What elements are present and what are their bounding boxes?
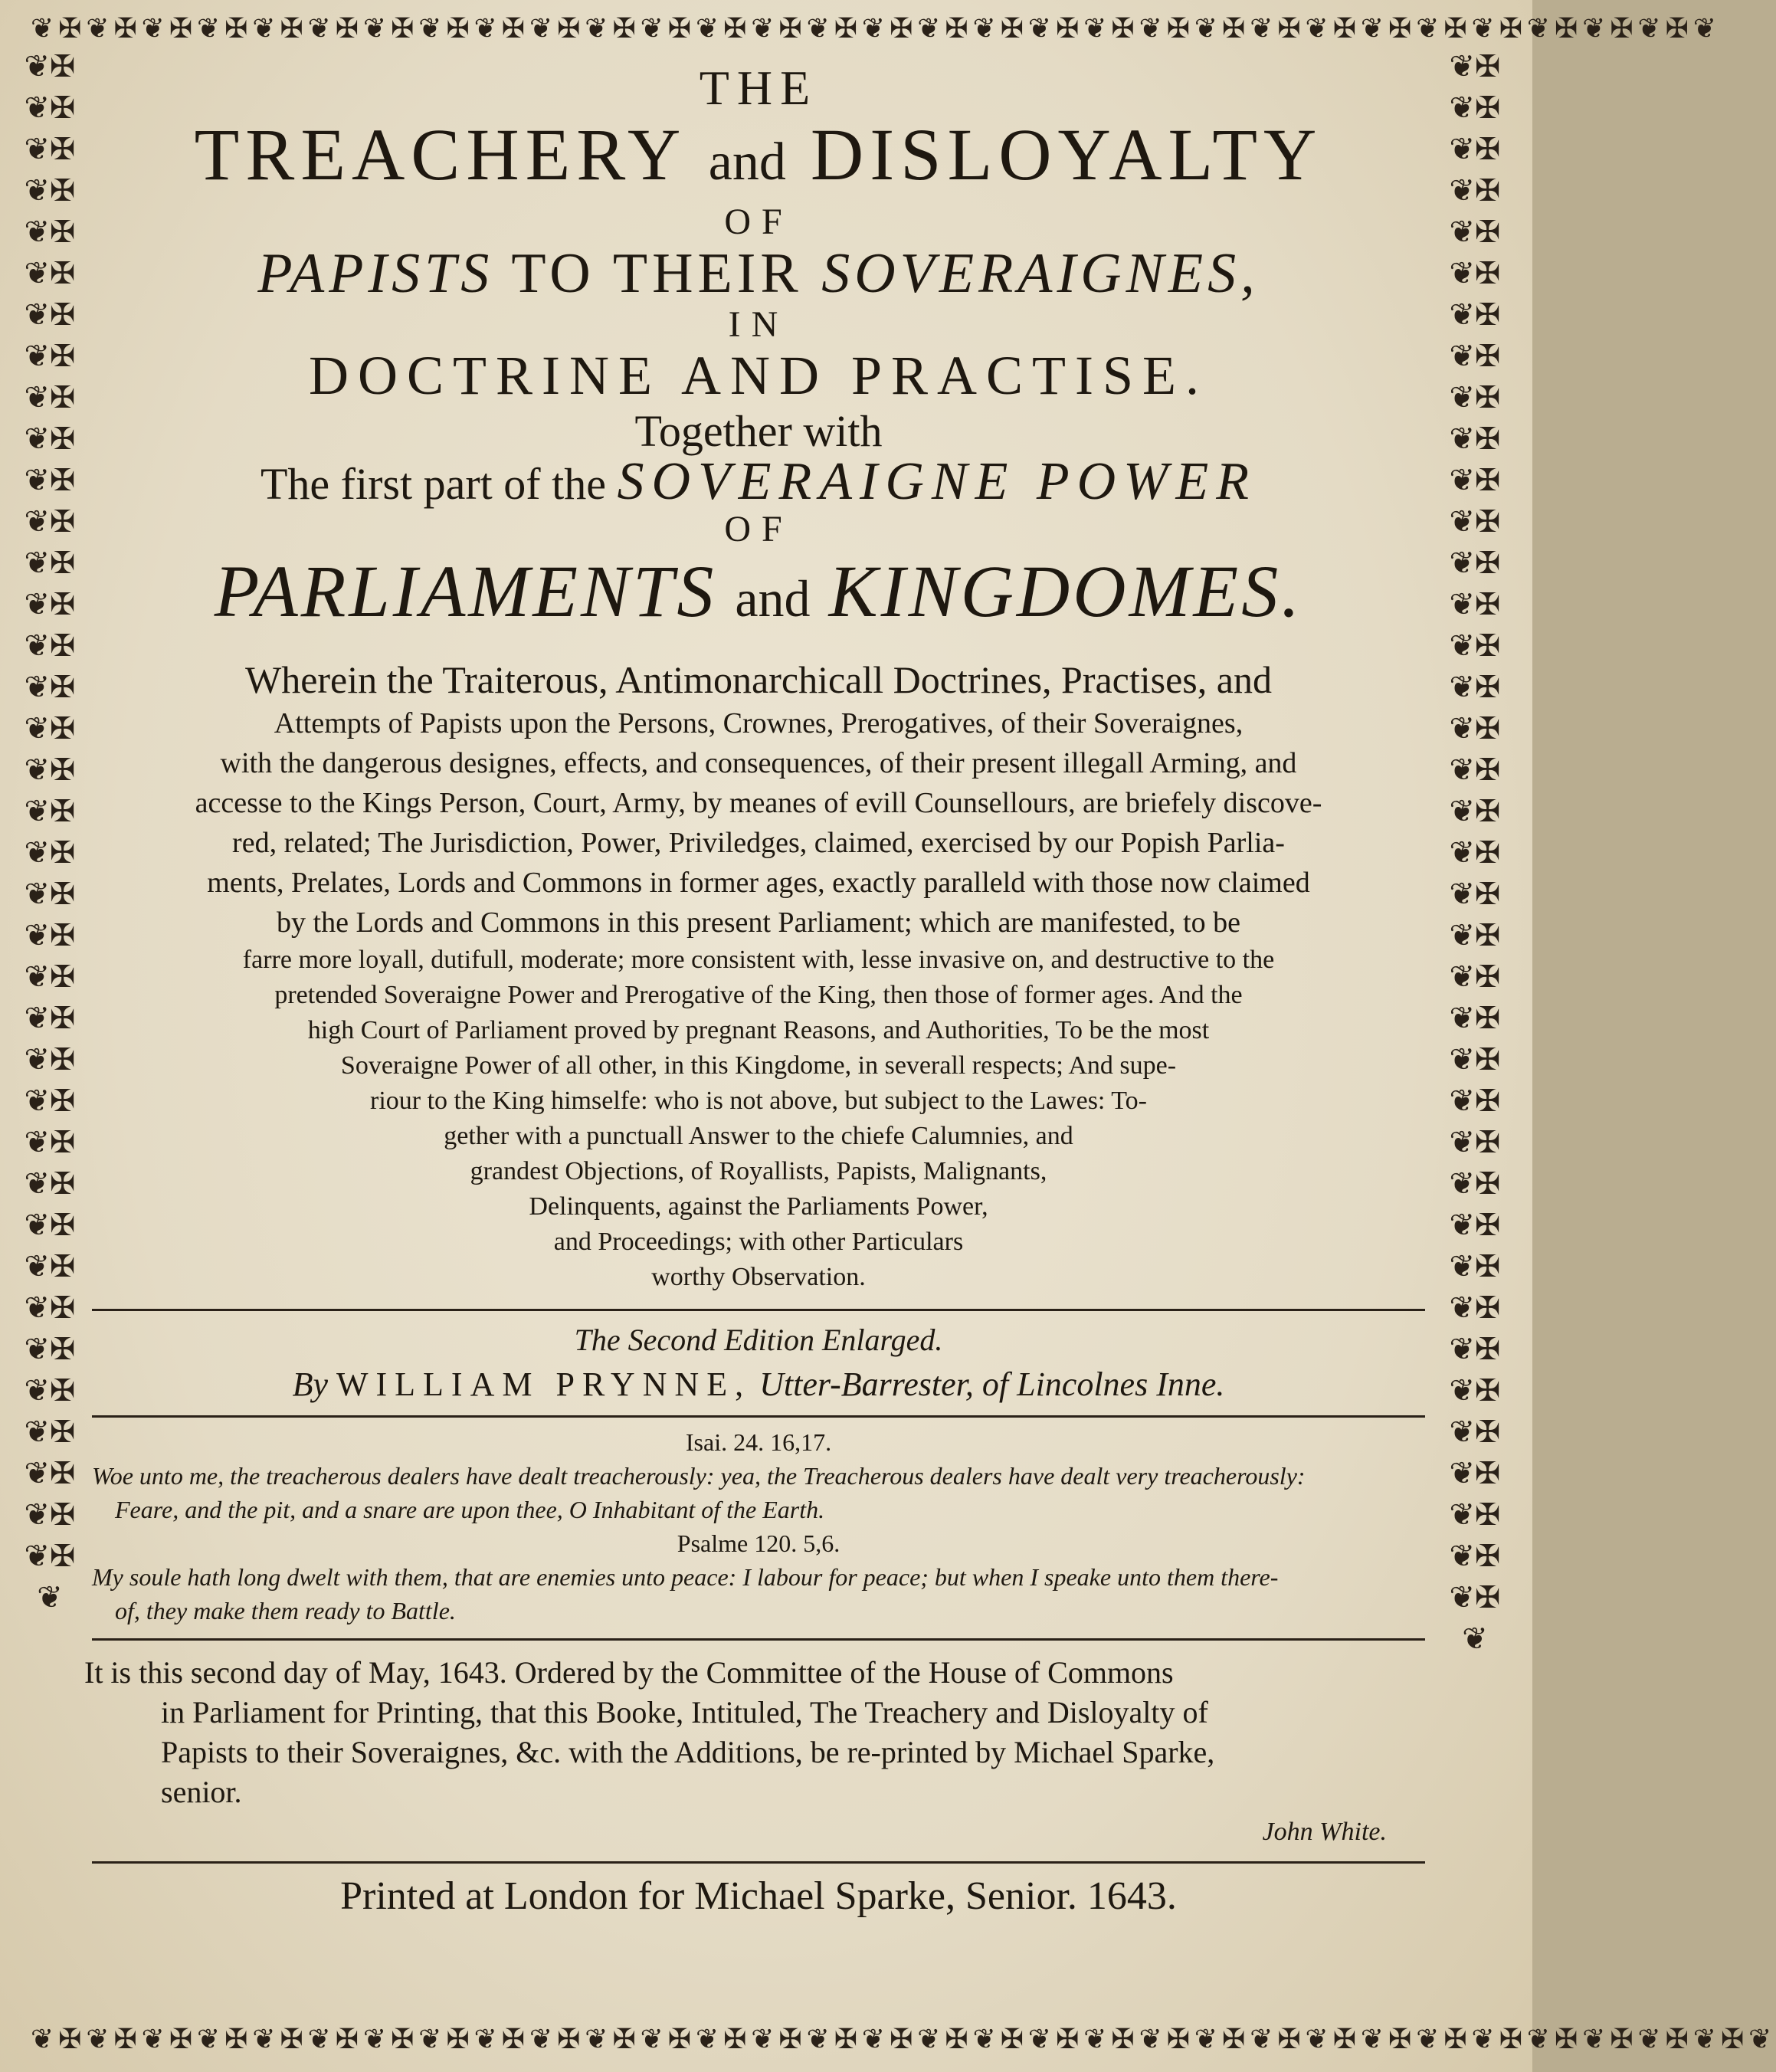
title-word-and-2: and <box>735 569 811 628</box>
scripture-quote: Woe unto me, the treacherous dealers have dealt treacherously: yea, the Treacherous dealers have dealt very treacherously: <box>92 1462 1306 1490</box>
ornamental-border-left: ❦✠❦✠❦✠❦✠❦✠❦✠❦✠❦✠❦✠❦✠❦✠❦✠❦✠❦✠❦✠❦✠❦✠❦✠❦✠❦✠❦✠❦✠❦✠❦✠❦✠❦✠❦✠❦✠❦✠❦✠❦✠❦✠❦✠❦✠❦✠❦✠❦✠❦ <box>24 49 76 1615</box>
order-block <box>84 1653 1433 1852</box>
ornamental-border-top: ❦✠❦✠❦✠❦✠❦✠❦✠❦✠❦✠❦✠❦✠❦✠❦✠❦✠❦✠❦✠❦✠❦✠❦✠❦✠❦✠❦✠❦✠❦✠❦✠❦✠❦✠❦✠❦✠❦✠❦✠❦ <box>31 13 1722 44</box>
title-line-of-2: OF <box>724 509 793 549</box>
scripture-quote: My soule hath long dwelt with them, that are enemies unto peace: I labour for peace; but when I speake unto them there- <box>92 1563 1279 1591</box>
description-line: high Court of Parliament proved by pregnant Reasons, and Authorities, To be the most <box>307 1016 1210 1044</box>
scripture-reference: Isai. 24. 16,17. <box>685 1428 832 1456</box>
order-line: senior. <box>161 1775 242 1809</box>
title-word-kingdomes: KINGDOMES. <box>828 550 1303 632</box>
description-line: pretended Soveraigne Power and Prerogative of the King, then those of former ages. And the <box>274 981 1243 1009</box>
order-line: Papists to their Soveraignes, &c. with the Additions, be re-printed by Michael Sparke, <box>161 1735 1215 1769</box>
description-line: Wherein the Traiterous, Antimonarchicall Doctrines, Practises, and <box>245 658 1272 701</box>
ornamental-border-right: ❦✠❦✠❦✠❦✠❦✠❦✠❦✠❦✠❦✠❦✠❦✠❦✠❦✠❦✠❦✠❦✠❦✠❦✠❦✠❦✠❦✠❦✠❦✠❦✠❦✠❦✠❦✠❦✠❦✠❦✠❦✠❦✠❦✠❦✠❦✠❦✠❦✠❦✠❦ <box>1449 49 1501 1657</box>
description-line: red, related; The Jurisdiction, Power, Priviledges, claimed, exercised by our Popish Parlia- <box>232 827 1285 859</box>
divider-rule <box>92 1309 1425 1311</box>
title-line-treachery <box>84 115 1433 202</box>
author-by: By <box>292 1365 328 1403</box>
divider-rule <box>92 1415 1425 1418</box>
description-block <box>84 656 1433 1295</box>
description-line: Soveraigne Power of all other, in this Kingdome, in severall respects; And supe- <box>340 1051 1177 1080</box>
scripture-quote: of, they make them ready to Battle. <box>115 1597 456 1624</box>
description-line: worthy Observation. <box>651 1263 866 1291</box>
title-word-disloyalty: DISLOYALTY <box>810 113 1323 195</box>
title-line-papists <box>84 242 1433 305</box>
author-name: WILLIAM PRYNNE, <box>336 1365 752 1403</box>
title-line-of: OF <box>724 202 793 242</box>
edition-note: The Second Edition Enlarged. <box>574 1323 943 1357</box>
title-line-doctrine: DOCTRINE AND PRACTISE. <box>308 345 1209 406</box>
order-line: It is this second day of May, 1643. Ordered by the Committee of the House of Commons <box>84 1655 1174 1690</box>
scripture-quote: Feare, and the pit, and a snare are upon thee, O Inhabitant of the Earth. <box>115 1496 825 1523</box>
title-line-the: THE <box>699 61 818 115</box>
description-line: and Proceedings; with other Particulars <box>553 1228 964 1256</box>
title-word-to-their: TO THEIR <box>511 242 803 305</box>
author-title: Utter-Barrester, of Lincolnes Inne. <box>759 1365 1225 1403</box>
title-line-first-part <box>84 452 1433 511</box>
imprint: Printed at London for Michael Sparke, Senior. 1643. <box>340 1874 1177 1918</box>
order-line: in Parliament for Printing, that this Booke, Intituled, The Treachery and Disloyalty of <box>161 1695 1208 1729</box>
title-first-part-text: The first part of the <box>261 459 606 509</box>
description-line: riour to the King himselfe: who is not above, but subject to the Lawes: To- <box>370 1087 1147 1115</box>
description-line: by the Lords and Commons in this present Parliament; which are manifested, to be <box>277 906 1240 939</box>
description-line: Delinquents, against the Parliaments Power, <box>529 1192 988 1221</box>
divider-rule <box>92 1638 1425 1641</box>
title-line-in: IN <box>728 304 789 345</box>
title-line-together: Together with <box>634 406 883 456</box>
description-line: with the dangerous designes, effects, and consequences, of their present illegall Arming, and <box>220 747 1297 779</box>
ornamental-border-bottom: ❦✠❦✠❦✠❦✠❦✠❦✠❦✠❦✠❦✠❦✠❦✠❦✠❦✠❦✠❦✠❦✠❦✠❦✠❦✠❦✠❦✠❦✠❦✠❦✠❦✠❦✠❦✠❦✠❦✠❦✠❦✠❦ <box>31 2024 1776 2055</box>
description-line: accesse to the Kings Person, Court, Army, by meanes of evill Counsellours, are briefely discove- <box>195 787 1322 819</box>
divider-rule <box>92 1861 1425 1864</box>
author-line <box>84 1362 1433 1408</box>
description-line: gether with a punctuall Answer to the chiefe Calumnies, and <box>444 1122 1073 1150</box>
title-word-treachery: TREACHERY <box>194 113 684 195</box>
signature: John White. <box>1262 1818 1387 1846</box>
scripture-reference: Psalme 120. 5,6. <box>677 1529 840 1557</box>
description-line: ments, Prelates, Lords and Commons in former ages, exactly paralleld with those now claimed <box>207 867 1310 899</box>
title-word-and: and <box>708 133 786 192</box>
description-line: Attempts of Papists upon the Persons, Crownes, Prerogatives, of their Soveraignes, <box>274 707 1244 739</box>
title-content <box>84 61 1433 1995</box>
description-line: grandest Objections, of Royallists, Papists, Malignants, <box>470 1157 1047 1185</box>
title-soveraigne-power: SOVERAIGNE POWER <box>617 452 1257 511</box>
title-word-soveraignes: SOVERAIGNES, <box>821 242 1260 305</box>
title-word-papists: PAPISTS <box>257 242 494 305</box>
title-word-parliaments: PARLIAMENTS <box>214 550 717 632</box>
title-line-parliaments <box>84 549 1433 641</box>
description-line: farre more loyall, dutifull, moderate; more consistent with, lesse invasive on, and destructive to the <box>242 946 1275 974</box>
